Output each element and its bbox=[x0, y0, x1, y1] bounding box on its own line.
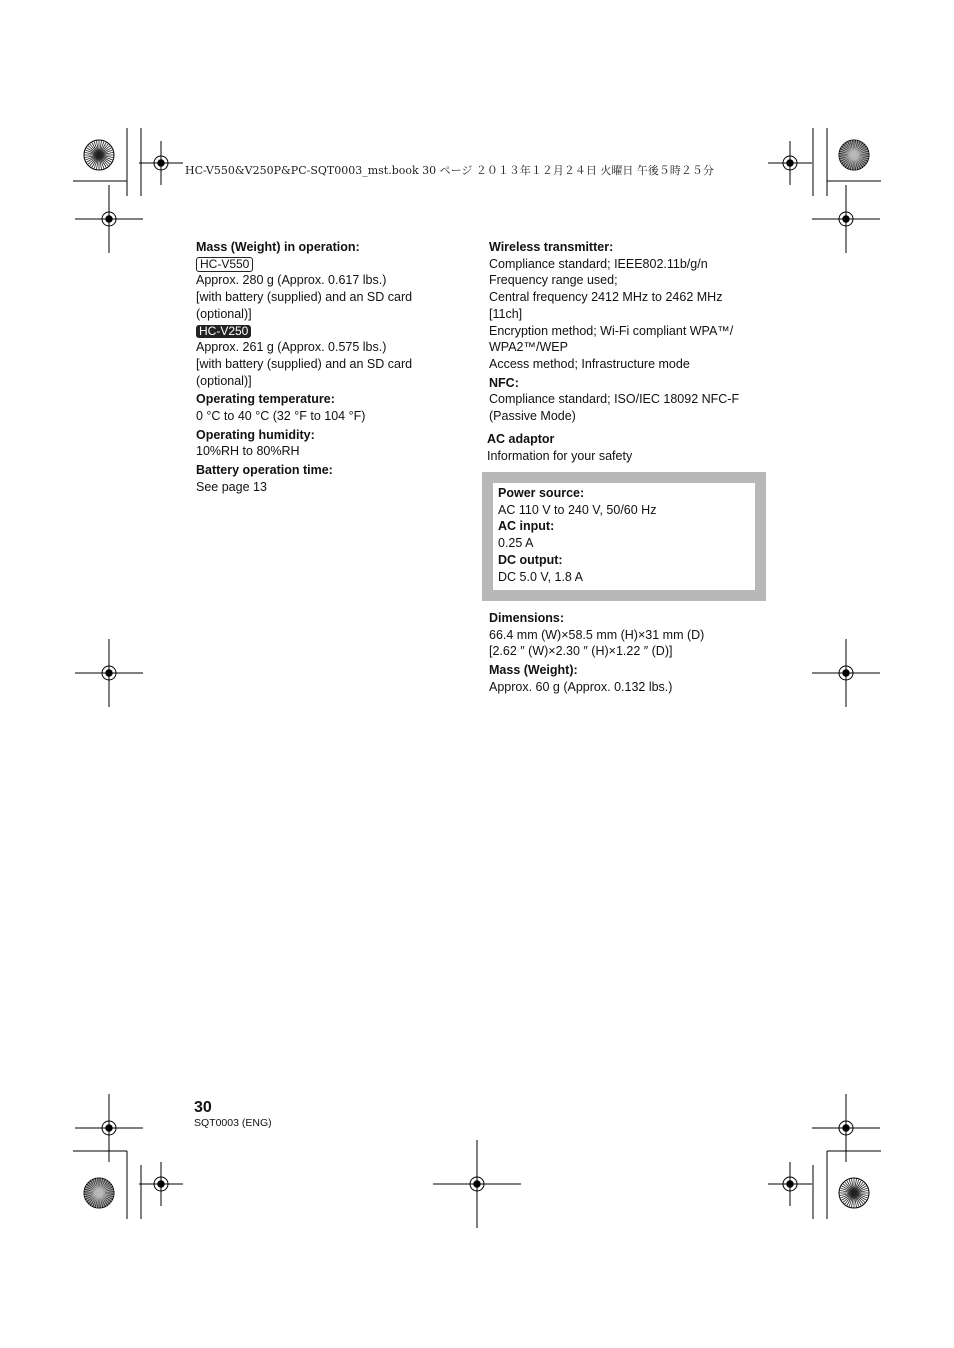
operating-humidity-value: 10%RH to 80%RH bbox=[196, 444, 300, 459]
ac-input-heading: AC input: bbox=[498, 519, 555, 534]
page-number: 30 bbox=[194, 1099, 212, 1116]
nfc-line: Compliance standard; ISO/IEC 18092 NFC-F bbox=[489, 392, 740, 407]
power-source-value: AC 110 V to 240 V, 50/60 Hz bbox=[498, 502, 657, 517]
dimensions-line: 66.4 mm (W)×58.5 mm (H)×31 mm (D) bbox=[489, 627, 705, 642]
model2-weight: Approx. 261 g (Approx. 0.575 lbs.) bbox=[196, 340, 387, 355]
wireless-line: Encryption method; Wi-Fi compliant WPA™/ bbox=[489, 323, 734, 338]
wireless-spec-block bbox=[489, 239, 739, 425]
dimensions-block bbox=[489, 610, 704, 696]
wireless-line: Frequency range used; bbox=[489, 273, 618, 288]
model-badge-hc-v250: HC-V250 bbox=[196, 325, 251, 338]
document-code: SQT0003 (ENG) bbox=[194, 1117, 272, 1129]
model-badge-hc-v550: HC-V550 bbox=[196, 257, 253, 272]
ac-input-value: 0.25 A bbox=[498, 536, 534, 551]
safety-info-box-inner bbox=[493, 483, 755, 590]
dc-output-value: DC 5.0 V, 1.8 A bbox=[498, 569, 584, 584]
mass-heading: Mass (Weight) in operation: bbox=[196, 240, 360, 254]
safety-info-content bbox=[498, 485, 656, 585]
battery-time-heading: Battery operation time: bbox=[196, 463, 333, 478]
operating-temperature-heading: Operating temperature: bbox=[196, 392, 335, 407]
starburst-registration-mark bbox=[84, 140, 114, 170]
safety-info-box bbox=[482, 472, 766, 601]
adaptor-mass-value: Approx. 60 g (Approx. 0.132 lbs.) bbox=[489, 679, 673, 694]
wireless-line: Access method; Infrastructure mode bbox=[489, 356, 690, 371]
operating-temperature-value: 0 °C to 40 °C (32 °F to 104 °F) bbox=[196, 409, 366, 424]
wireless-line: [11ch] bbox=[489, 306, 523, 321]
ac-adaptor-info: Information for your safety bbox=[487, 448, 633, 463]
ac-adaptor-heading: AC adaptor bbox=[487, 432, 555, 446]
left-spec-column bbox=[196, 239, 412, 496]
operating-humidity-heading: Operating humidity: bbox=[196, 427, 315, 442]
nfc-heading: NFC: bbox=[489, 375, 519, 390]
battery-time-value: See page 13 bbox=[196, 479, 267, 494]
starburst-registration-mark bbox=[839, 140, 869, 170]
ac-adaptor-block bbox=[487, 431, 632, 464]
wireless-line: Central frequency 2412 MHz to 2462 MHz bbox=[489, 290, 723, 305]
model2-note-line1: [with battery (supplied) and an SD card bbox=[196, 356, 413, 371]
dimensions-heading: Dimensions: bbox=[489, 611, 565, 625]
dc-output-heading: DC output: bbox=[498, 552, 563, 567]
starburst-registration-mark bbox=[84, 1178, 114, 1208]
model1-note-line1: [with battery (supplied) and an SD card bbox=[196, 290, 413, 305]
wireless-line: Compliance standard; IEEE802.11b/g/n bbox=[489, 256, 708, 271]
starburst-registration-mark bbox=[839, 1178, 869, 1208]
model1-note-line2: (optional)] bbox=[196, 306, 252, 321]
model1-weight: Approx. 280 g (Approx. 0.617 lbs.) bbox=[196, 273, 387, 288]
nfc-line: (Passive Mode) bbox=[489, 409, 576, 424]
power-source-heading: Power source: bbox=[498, 486, 585, 500]
wireless-heading: Wireless transmitter: bbox=[489, 240, 614, 254]
adaptor-mass-heading: Mass (Weight): bbox=[489, 663, 578, 678]
model2-note-line2: (optional)] bbox=[196, 373, 252, 388]
dimensions-line: [2.62 ″ (W)×2.30 ″ (H)×1.22 ″ (D)] bbox=[489, 644, 673, 659]
wireless-line: WPA2™/WEP bbox=[489, 340, 568, 355]
print-header-line: HC-V550&V250P&PC-SQT0003_mst.book 30 ページ ２０１３年１２月２４日 火曜日 午後５時２５分 bbox=[185, 164, 714, 177]
